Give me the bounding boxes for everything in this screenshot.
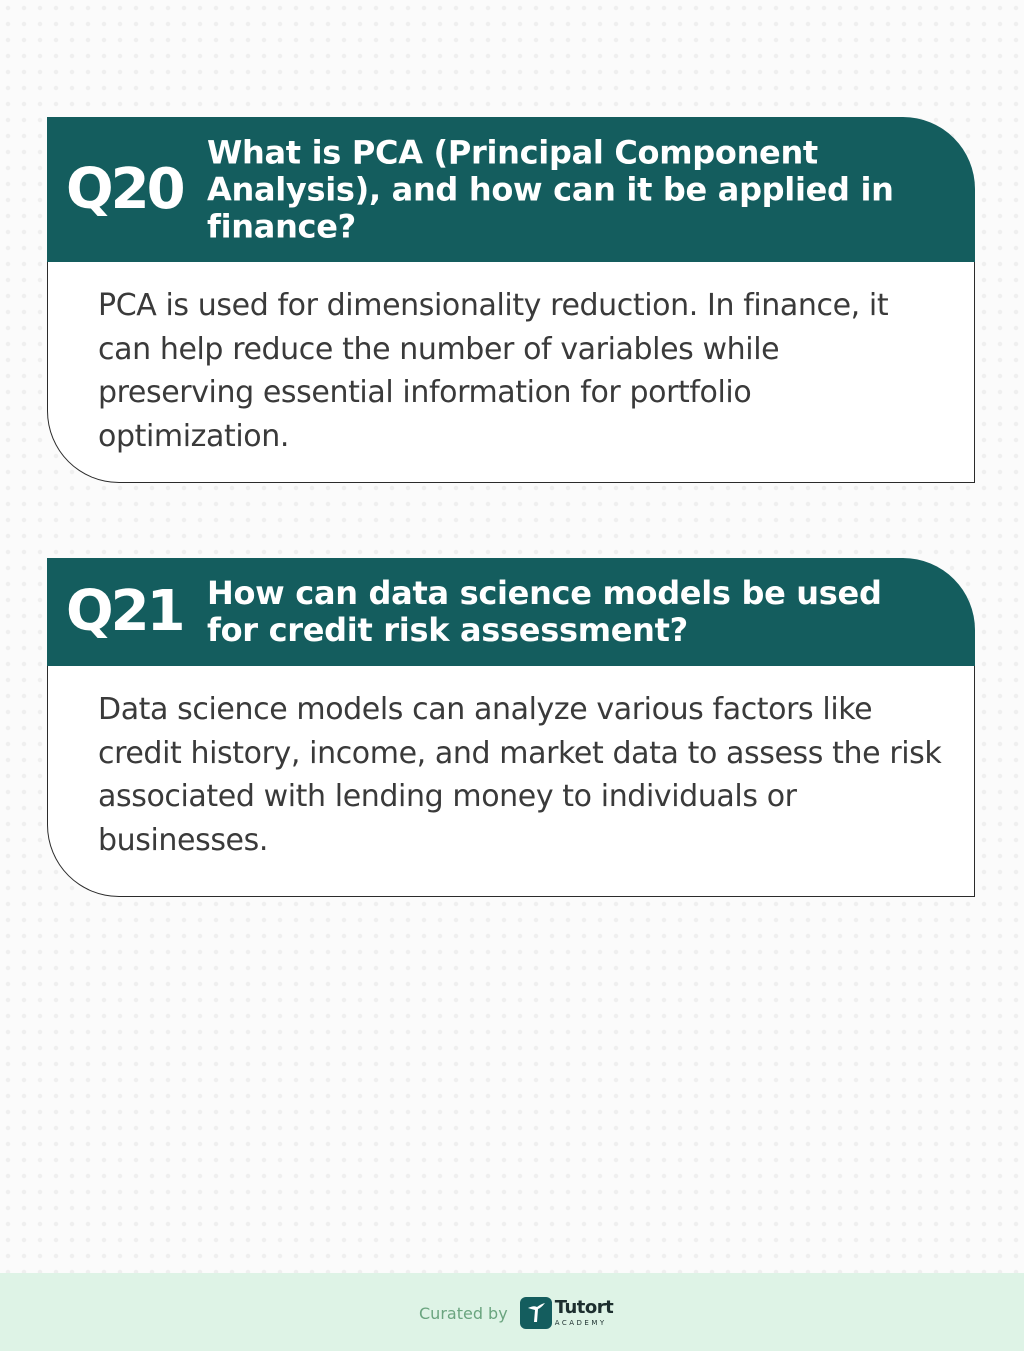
question-header [47, 117, 975, 262]
answer-panel [47, 666, 975, 897]
question-text: What is PCA (Principal Component Analysis), and how can it be applied in finance? [207, 133, 894, 245]
question-text: How can data science models be used for credit risk assessment? [207, 574, 882, 649]
brand-name: Tutort [554, 1297, 614, 1318]
tutort-logo-icon [520, 1297, 552, 1329]
answer-panel [47, 262, 975, 483]
question-header [47, 558, 975, 666]
answer-text: PCA is used for dimensionality reduction. In finance, it can help reduce the number of variables while preserving essential information for portfolio optimization. [98, 288, 889, 454]
footer-bar [0, 1273, 1024, 1351]
answer-text: Data science models can analyze various factors like credit history, income, and market data to assess the risk associated with lending money to individuals or businesses. [98, 692, 942, 858]
curated-by-credit [419, 1295, 613, 1331]
brand-subtitle: ACADEMY [554, 1319, 607, 1327]
qa-card-q20 [47, 117, 975, 483]
qa-card-q21 [47, 558, 975, 897]
curated-label: Curated by [419, 1303, 508, 1323]
question-number: Q20 [66, 156, 183, 222]
question-number: Q21 [66, 579, 183, 644]
brand-logo [555, 1299, 614, 1327]
